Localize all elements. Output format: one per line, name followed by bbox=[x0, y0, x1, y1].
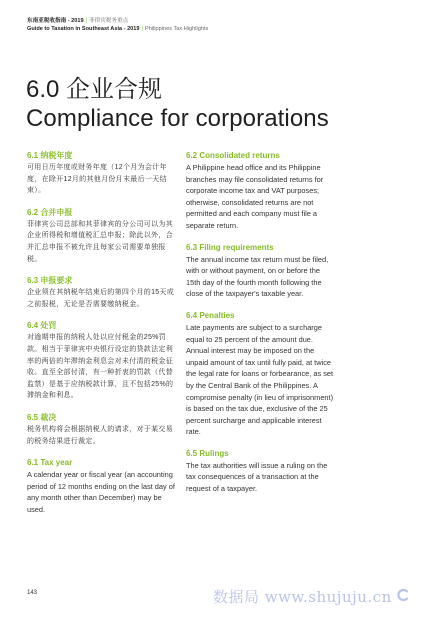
left-column bbox=[27, 150, 175, 525]
section-consolidated-en bbox=[186, 150, 336, 232]
section-heading: 6.3 申报要求 bbox=[27, 276, 73, 286]
section-penalties-en bbox=[186, 310, 336, 438]
section-body: Late payments are subject to a surcharge equal to 25 percent of the amount due. Annual interest may be imposed on the unpaid amount of tax until fully paid, at twice the legal rate for loans or forbearance, as set by the Central Bank of the Philippines. A compromise penalty (in lieu of imprisonment) is based on the tax due, exclusive of the 25 percent surcharge and applicable interest rate. bbox=[186, 322, 334, 437]
page-title-cn: 6.0 企业合规 bbox=[26, 76, 163, 103]
section-body: 税务机构将会根据纳税人的请求，对于某交易的税务结果进行裁定。 bbox=[27, 425, 173, 445]
page-number: 143 bbox=[27, 590, 38, 596]
page-title-en: Compliance for corporations bbox=[26, 105, 329, 132]
section-filing-cn bbox=[27, 275, 175, 310]
section-heading: 6.2 Consolidated returns bbox=[186, 151, 280, 160]
section-body: A calendar year or fiscal year (an accounting period of 12 months ending on the last day of any month other than December) may be used. bbox=[27, 470, 175, 514]
header-guide-title-en: Guide to Taxation in Southeast Asia - 2019 bbox=[27, 26, 140, 32]
section-heading: 6.1 Tax year bbox=[27, 458, 73, 468]
header-separator: | bbox=[85, 18, 88, 24]
section-rulings-en bbox=[186, 448, 336, 495]
section-heading: 6.5 Rulings bbox=[186, 448, 229, 458]
section-tax-year-cn bbox=[27, 150, 175, 197]
right-column bbox=[186, 150, 336, 505]
section-body: The annual income tax return must be filed, with or without payment, on or before the 15th day of the fourth month following the close of the taxpayer's taxable year. bbox=[186, 254, 329, 299]
header-line-en bbox=[27, 25, 417, 33]
running-header bbox=[27, 17, 417, 33]
section-tax-year-en bbox=[27, 457, 175, 515]
section-consolidated-cn bbox=[27, 207, 175, 265]
section-rulings-cn bbox=[27, 412, 175, 447]
section-penalties-cn bbox=[27, 320, 175, 402]
section-body: 菲律宾公司总部和其菲律宾的分公司可以为其企业所得税和增值税汇总申报；除此以外，合并汇总申报不被允许且每家公司需要单独报税。 bbox=[27, 220, 173, 263]
section-body: The tax authorities will issue a ruling on the tax consequences of a transaction at the request of a taxpayer. bbox=[186, 460, 328, 494]
page-title bbox=[26, 76, 329, 134]
section-heading: 6.2 合并申报 bbox=[27, 207, 73, 217]
section-heading: 6.3 Filing requirements bbox=[186, 242, 274, 252]
header-line-cn bbox=[27, 17, 417, 25]
header-guide-title-cn: 东南亚税收指南 - 2019 bbox=[27, 18, 84, 24]
c-logo-icon bbox=[396, 588, 410, 602]
section-heading: 6.5 裁决 bbox=[27, 412, 57, 422]
header-section-en: Philippines Tax Highlights bbox=[144, 26, 209, 32]
section-filing-en bbox=[186, 242, 336, 300]
section-heading: 6.4 处罚 bbox=[27, 321, 57, 331]
header-section-cn: 菲律宾税务重点 bbox=[89, 18, 129, 24]
section-body: 对逾期申报的纳税人处以应付税金的25%罚款。相当于菲律宾中央银行设定的贷款法定利率的两倍的年滞纳金利息会对未付清的税金征收。直至全部付清，有一种折衷的罚款（代替监禁）是基于应纳税款计算，且不包括25%的滞纳金和利息。 bbox=[27, 334, 174, 400]
watermark-text: 数据局 www.shujuju.cn bbox=[213, 588, 392, 606]
section-heading: 6.4 Penalties bbox=[186, 310, 235, 320]
section-body: 可用日历年度或财务年度（12个月为会计年度，在除开12月的其他月份月末最后一天结束）。 bbox=[27, 164, 167, 195]
header-separator: | bbox=[141, 26, 143, 32]
section-body: 企业须在其纳税年结束后的第四个月的15天或之前报税，无论是否需要缴纳税金。 bbox=[27, 289, 175, 308]
section-heading: 6.1 纳税年度 bbox=[27, 151, 73, 160]
section-body: A Philippine head office and its Philippine branches may file consolidated returns for corporate income tax and VAT purposes; otherwise, consolidated returns are not permitted and each company must file a separate return. bbox=[186, 163, 324, 230]
